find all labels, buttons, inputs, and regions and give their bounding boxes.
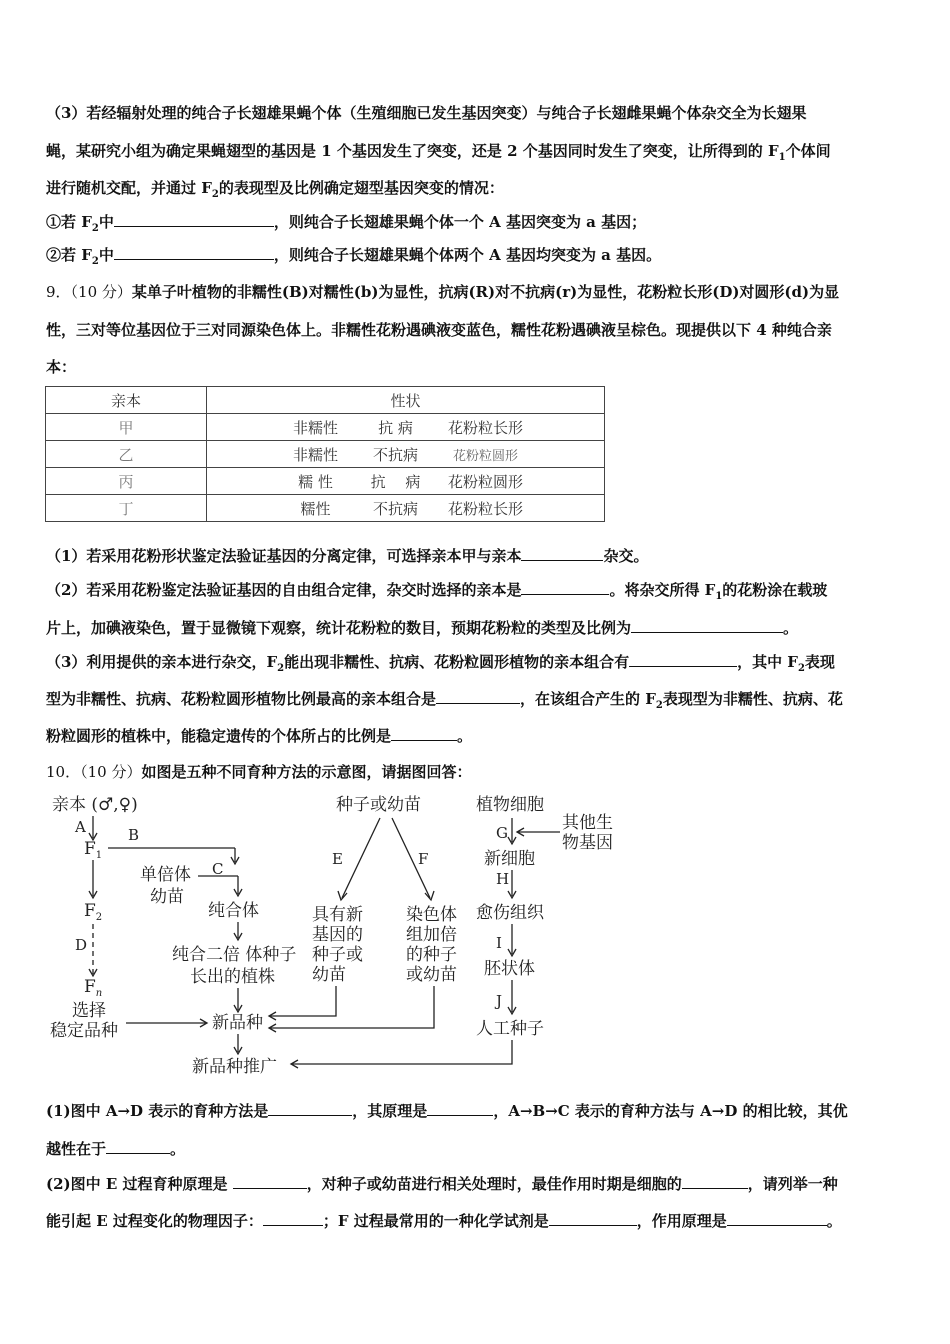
plant-cell-label: 植物细胞 <box>476 795 544 815</box>
polyploid-label-2: 组加倍 <box>406 925 457 945</box>
q9-part3-line3: 粉粒圆形的植株中，能稳定遗传的个体所占的比例是 。 <box>46 727 473 745</box>
label-b: B <box>128 826 140 844</box>
polyploid-label-4: 或幼苗 <box>406 965 457 985</box>
answer-blank[interactable] <box>631 618 783 633</box>
seed-label: 种子或幼苗 <box>336 795 421 815</box>
seedling-label: 幼苗 <box>150 887 184 907</box>
table-row <box>46 441 605 468</box>
select-label: 选择 <box>72 1001 106 1021</box>
label-e: E <box>332 850 343 868</box>
answer-blank[interactable] <box>682 1174 748 1189</box>
label-a: A <box>75 818 86 836</box>
parent-name: 甲 <box>46 414 207 441</box>
callus-label: 愈伤组织 <box>476 903 544 923</box>
answer-blank[interactable] <box>521 580 609 595</box>
q9-line2: 性，三对等位基因位于三对同源染色体上。非糯性花粉遇碘液变蓝色，糯性花粉遇碘液呈棕色。现提供以下 4 种纯合亲 <box>46 321 832 339</box>
other-gene-label-1: 其他生 <box>562 813 613 833</box>
answer-blank[interactable] <box>263 1211 323 1226</box>
answer-blank[interactable] <box>427 1101 493 1116</box>
diploid-seed-label: 纯合二倍 体种子 <box>172 945 297 965</box>
answer-blank[interactable] <box>436 689 520 704</box>
newgene-label-1: 具有新 <box>312 905 363 925</box>
parent-traits: 非糯性 抗 病 花粉粒长形 <box>207 414 605 441</box>
newgene-label-2: 基因的 <box>312 925 363 945</box>
label-g: G <box>496 824 508 842</box>
table-header-parent: 亲本 <box>46 387 207 414</box>
answer-blank[interactable] <box>391 726 457 741</box>
newgene-label-3: 种子或 <box>312 945 363 965</box>
q10-part2-line2: 能引起 E 过程变化的物理因子： ；F 过程最常用的一种化学试剂是 ，作用原理是 。 <box>46 1212 842 1230</box>
q9-part3-line1: （3）利用提供的亲本进行杂交，$F_2$能出现非糯性、抗病、花粉粒圆形植物的亲本组合有 ，其中 $F_2$表现 <box>46 653 835 674</box>
q8-option2: ②若 $F_2$中 ，则纯合子长翅雄果蝇个体两个 A 基因均突变为 a 基因。 <box>46 246 662 267</box>
f1-label: $F_1$ <box>84 839 103 861</box>
parent-traits: 糯性 不抗病 花粉粒长形 <box>207 495 605 522</box>
label-c: C <box>212 860 224 878</box>
label-h: H <box>496 870 510 888</box>
new-variety-label: 新品种 <box>212 1013 263 1033</box>
parent-traits: 糯 性 抗 病 花粉粒圆形 <box>207 468 605 495</box>
q9-part3-line2: 型为非糯性、抗病、花粉粒圆形植物比例最高的亲本组合是 ，在该组合产生的 $F_2$表现型为非糯性、抗病、花 <box>46 690 843 711</box>
q9-part2-line1: （2）若采用花粉鉴定法验证基因的自由组合定律，杂交时选择的亲本是 。将杂交所得 $F_1$的花粉涂在载玻 <box>46 581 828 602</box>
fn-label: $F_n$ <box>84 977 103 999</box>
answer-blank[interactable] <box>549 1211 637 1226</box>
label-d: D <box>75 936 88 954</box>
breeding-methods-diagram <box>40 788 640 1088</box>
q8-part3-line2: 蝇，某研究小组为确定果蝇翅型的基因是 1 个基因发生了突变，还是 2 个基因同时发生了突变，让所得到的 $F_1$个体间 <box>46 142 831 163</box>
embryoid-label: 胚状体 <box>484 959 535 979</box>
other-gene-label-2: 物基因 <box>562 833 613 853</box>
answer-blank[interactable] <box>114 212 274 227</box>
q8-part3-line1: （3）若经辐射处理的纯合子长翅雄果蝇个体（生殖细胞已发生基因突变）与纯合子长翅雌果蝇个体杂交全为长翅果 <box>46 104 807 122</box>
answer-blank[interactable] <box>268 1101 352 1116</box>
new-cell-label: 新细胞 <box>484 849 535 869</box>
q9-line3: 本： <box>46 358 77 376</box>
diploid-plant-label: 长出的植株 <box>190 967 275 987</box>
table-header-trait: 性状 <box>207 387 605 414</box>
answer-blank[interactable] <box>629 652 737 667</box>
parent-name: 丙 <box>46 468 207 495</box>
table-row <box>46 495 605 522</box>
newgene-label-4: 幼苗 <box>312 965 346 985</box>
polyploid-label-3: 的种子 <box>406 945 457 965</box>
parent-traits: 非糯性 不抗病 花粉粒圆形 <box>207 441 605 468</box>
arrow-f-to-new <box>270 986 434 1028</box>
q10-part2-line1: (2)图中 E 过程育种原理是 ，对种子或幼苗进行相关处理时，最佳作用时期是细胞的 ，请列举一种 <box>46 1175 838 1193</box>
q10-part1-line1: (1)图中 A→D 表示的育种方法是 ，其原理是 ，A→B→C 表示的育种方法与 A→D 的相比较，其优 <box>46 1102 848 1120</box>
artificial-seed-label: 人工种子 <box>476 1019 544 1039</box>
polyploid-label-1: 染色体 <box>406 905 457 925</box>
q8-part3-line3: 进行随机交配，并通过 $F_2$的表现型及比例确定翅型基因突变的情况： <box>46 179 504 200</box>
q10-line1: 10．（10 分）如图是五种不同育种方法的示意图，请据图回答： <box>46 763 472 781</box>
answer-blank[interactable] <box>727 1211 827 1226</box>
answer-blank[interactable] <box>521 546 603 561</box>
parent-name: 乙 <box>46 441 207 468</box>
arrow-e <box>342 818 380 898</box>
label-i: I <box>496 934 502 952</box>
f2-label: $F_2$ <box>84 901 103 923</box>
parent-label: 亲本 (♂,♀) <box>52 795 138 815</box>
q9-part1: （1）若采用花粉形状鉴定法验证基因的分离定律，可选择亲本甲与亲本 杂交。 <box>46 547 649 565</box>
promote-label: 新品种推广 <box>192 1057 277 1077</box>
label-f: F <box>418 850 429 868</box>
q10-part1-line2: 越性在于 。 <box>46 1140 186 1158</box>
label-j: J <box>496 992 503 1010</box>
stable-variety-label: 稳定品种 <box>50 1021 118 1041</box>
answer-blank[interactable] <box>106 1139 170 1154</box>
q9-part2-line2: 片上，加碘液染色，置于显微镜下观察，统计花粉粒的数目，预期花粉粒的类型及比例为 。 <box>46 619 799 637</box>
q8-option1: ①若 $F_2$中 ，则纯合子长翅雄果蝇个体一个 A 基因突变为 a 基因； <box>46 213 647 234</box>
table-row <box>46 468 605 495</box>
parents-table <box>45 386 605 522</box>
answer-blank[interactable] <box>233 1174 307 1189</box>
arrow-artificial-seed <box>292 1040 512 1064</box>
q9-line1: 9．（10 分）某单子叶植物的非糯性(B)对糯性(b)为显性，抗病(R)对不抗病(r)为显性，花粉粒长形(D)对圆形(d)为显 <box>46 283 840 301</box>
table-row <box>46 414 605 441</box>
answer-blank[interactable] <box>114 245 274 260</box>
pure-label: 纯合体 <box>208 901 259 921</box>
parent-name: 丁 <box>46 495 207 522</box>
table-header-row <box>46 387 605 414</box>
haploid-label: 单倍体 <box>140 865 191 885</box>
arrow-e-to-new <box>270 986 336 1016</box>
